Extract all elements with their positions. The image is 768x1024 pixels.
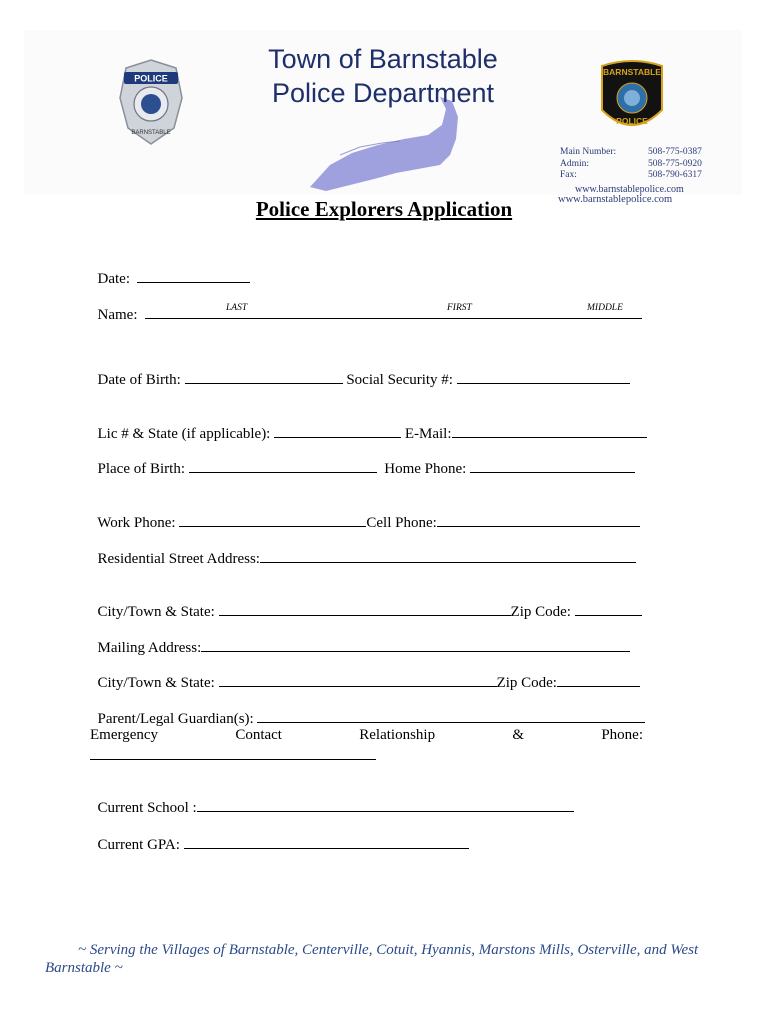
contact-value: 508-775-0387: [648, 147, 702, 157]
street-row: [90, 530, 636, 568]
school-row: [90, 779, 574, 817]
gpa-label: Current GPA:: [97, 837, 180, 853]
zip-label: Zip Code:: [510, 604, 571, 620]
footer-tagline: ~ Serving the Villages of Barnstable, Centerville, Cotuit, Hyannis, Marstons Mills, Osterville, and West Barnstable ~: [45, 942, 699, 976]
badge-left-bottom-label: BARNSTABLE: [131, 130, 171, 136]
zip-field[interactable]: [575, 601, 642, 616]
emergency-word: Relationship: [359, 727, 436, 743]
contact-row: [560, 159, 710, 171]
city-field[interactable]: [219, 601, 511, 616]
zip2-label: Zip Code:: [496, 675, 557, 691]
zip2-field[interactable]: [557, 672, 640, 687]
guardian-row: [90, 690, 645, 728]
emergency-word: Contact: [235, 727, 282, 743]
mailing-label: Mailing Address:: [97, 640, 202, 656]
emergency-word: &: [512, 727, 525, 743]
pob-field[interactable]: [189, 458, 377, 473]
home-phone-label: Home Phone:: [384, 461, 467, 477]
work-cell-row: [90, 494, 640, 532]
cell-phone-field[interactable]: [437, 512, 640, 527]
emergency-word: Phone:: [601, 727, 643, 743]
work-phone-label: Work Phone:: [97, 515, 176, 531]
school-field[interactable]: [197, 797, 574, 812]
date-label: Date:: [97, 271, 130, 287]
dob-field[interactable]: [185, 369, 343, 384]
cape-cod-map-icon: [300, 95, 480, 195]
ssn-field[interactable]: [457, 369, 630, 384]
name-first-caption: FIRST: [447, 303, 472, 313]
mailing-row: [90, 619, 630, 657]
date-field[interactable]: [137, 268, 250, 283]
gpa-row: [90, 816, 469, 854]
guardian-field[interactable]: [257, 708, 645, 723]
emergency-row: [90, 726, 643, 744]
city2-field[interactable]: [219, 672, 497, 687]
city-label: City/Town & State:: [97, 604, 215, 620]
home-phone-field[interactable]: [470, 458, 635, 473]
street-field[interactable]: [260, 548, 636, 563]
website-link[interactable]: www.barnstablepolice.com: [558, 194, 673, 205]
pob-phone-row: [90, 440, 635, 478]
date-row: [90, 250, 250, 288]
street-label: Residential Street Address:: [97, 551, 260, 567]
cell-phone-label: Cell Phone:: [366, 515, 437, 531]
contact-label: Fax:: [560, 170, 577, 180]
contact-value: 508-775-0920: [648, 158, 702, 169]
website-link[interactable]: www.barnstablepolice.com: [575, 184, 684, 195]
title-line-2: Police Department: [271, 78, 495, 108]
ssn-label: Social Security #:: [346, 372, 453, 388]
form-title: Police Explorers Application: [255, 197, 513, 221]
name-middle-caption: MIDDLE: [587, 303, 623, 313]
guardian-label: Parent/Legal Guardian(s):: [97, 711, 254, 727]
mailing-field[interactable]: [201, 637, 630, 652]
contact-block: [560, 147, 710, 182]
name-label: Name:: [97, 307, 138, 323]
email-field[interactable]: [452, 423, 647, 438]
lic-email-row: [90, 405, 647, 443]
contact-label: Admin:: [560, 158, 590, 169]
work-phone-field[interactable]: [179, 512, 366, 527]
school-label: Current School :: [97, 800, 197, 816]
gpa-field[interactable]: [184, 834, 469, 849]
pob-label: Place of Birth:: [97, 461, 185, 477]
contact-value: 508-790-6317: [648, 170, 702, 180]
title-line-1: Town of Barnstable: [268, 44, 498, 74]
name-last-caption: LAST: [226, 303, 248, 313]
contact-label: Main Number:: [560, 147, 617, 157]
dob-ssn-row: [90, 351, 630, 389]
city2-label: City/Town & State:: [97, 675, 215, 691]
patch-bottom-label: POLICE: [616, 116, 648, 126]
emergency-field[interactable]: [90, 743, 376, 760]
name-row: [90, 286, 642, 324]
contact-row: [560, 147, 710, 159]
patch-top-label: BARNSTABLE: [603, 67, 661, 77]
department-title: [0, 42, 768, 110]
lic-label: Lic # & State (if applicable):: [97, 426, 271, 442]
city-zip-row: [90, 583, 642, 621]
email-label: E-Mail:: [404, 426, 452, 442]
city-zip-row-2: [90, 654, 640, 692]
lic-field[interactable]: [274, 423, 401, 438]
badge-left-label: POLICE: [134, 73, 168, 84]
emergency-word: Emergency: [90, 727, 159, 743]
dob-label: Date of Birth:: [97, 372, 181, 388]
name-field[interactable]: [145, 304, 642, 319]
contact-row: [560, 170, 710, 182]
